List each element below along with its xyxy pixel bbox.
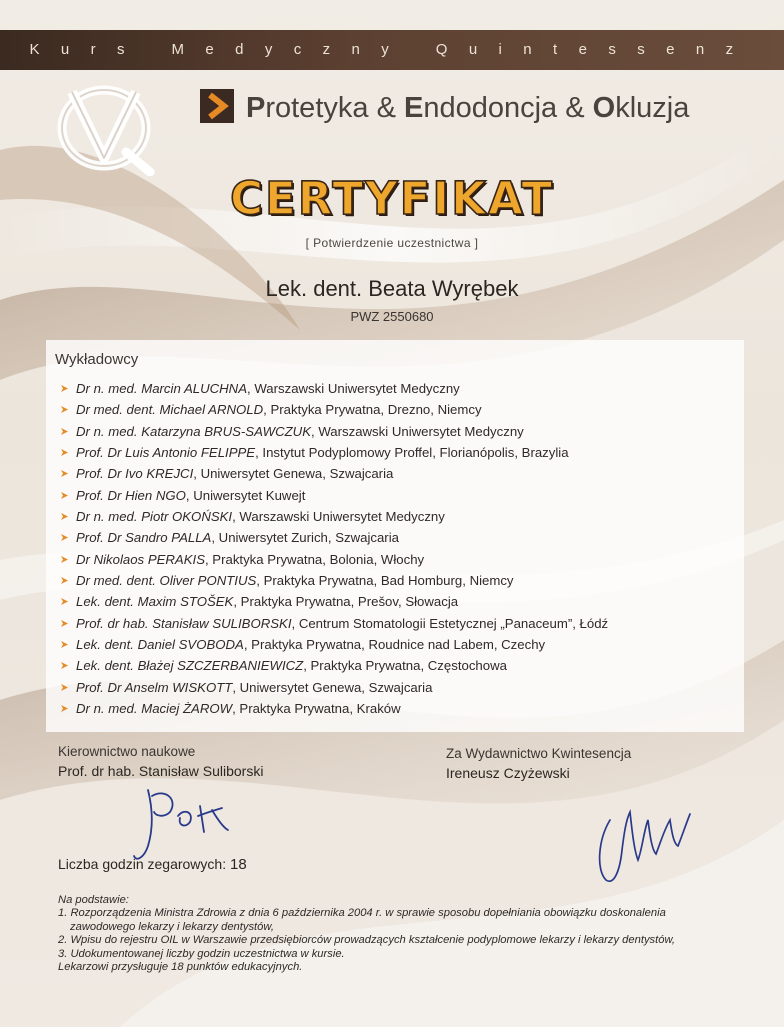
lecturers-heading: Wykładowcy bbox=[55, 351, 139, 368]
hours-count bbox=[58, 856, 247, 873]
title-word-protetyka: rotetyka bbox=[265, 92, 369, 124]
arrow-bullet-icon bbox=[60, 555, 69, 564]
arrow-bullet-icon bbox=[60, 469, 69, 478]
legal-basis bbox=[58, 894, 758, 974]
basis-item-3: 3. Udokumentowanej liczby godzin uczestnictwa w kursie. bbox=[58, 947, 345, 960]
lecturer-affiliation: , Warszawski Uniwersytet Medyczny bbox=[232, 509, 445, 525]
basis-item-1-cont: zawodowego lekarzy i lekarzy dentystów, bbox=[70, 920, 274, 933]
arrow-bullet-icon bbox=[60, 405, 69, 414]
lecturer-affiliation: , Instytut Podyplomowy Proffel, Florianópolis, Brazylia bbox=[255, 445, 569, 461]
lecturer-item bbox=[60, 463, 608, 484]
lecturer-name: Dr med. dent. Michael ARNOLD bbox=[76, 402, 264, 418]
lecturer-affiliation: , Praktyka Prywatna, Drezno, Niemcy bbox=[263, 402, 482, 418]
certificate-subtitle: [ Potwierdzenie uczestnictwa ] bbox=[305, 236, 479, 250]
chevron-right-icon bbox=[200, 89, 234, 123]
arrow-bullet-icon bbox=[60, 384, 69, 393]
top-band bbox=[0, 30, 784, 70]
title-word-endodoncja: ndodoncja bbox=[423, 92, 558, 124]
lecturer-affiliation: , Praktyka Prywatna, Częstochowa bbox=[303, 658, 507, 674]
lecturers-panel bbox=[46, 340, 744, 732]
lecturer-item bbox=[60, 591, 608, 612]
arrow-bullet-icon bbox=[60, 448, 69, 457]
arrow-bullet-icon bbox=[60, 576, 69, 585]
lecturer-affiliation: , Praktyka Prywatna, Bolonia, Włochy bbox=[204, 551, 425, 567]
lecturer-item bbox=[60, 485, 608, 506]
scientific-director-name: Prof. dr hab. Stanisław Suliborski bbox=[58, 763, 264, 779]
lecturer-affiliation: , Warszawski Uniwersytet Medyczny bbox=[311, 423, 524, 439]
lecturer-affiliation: , Uniwersytet Genewa, Szwajcaria bbox=[193, 466, 394, 482]
arrow-bullet-icon bbox=[60, 597, 69, 606]
certificate-title: CERTYFIKAT bbox=[229, 172, 555, 225]
title-initial-e: E bbox=[403, 92, 424, 124]
basis-heading: Na podstawie: bbox=[58, 894, 129, 906]
vq-logo bbox=[48, 80, 158, 176]
lecturer-affiliation: , Uniwersytet Genewa, Szwajcaria bbox=[232, 679, 433, 695]
lecturer-affiliation: , Praktyka Prywatna, Prešov, Słowacja bbox=[233, 594, 459, 610]
lecturer-item bbox=[60, 549, 608, 570]
lecturer-item bbox=[60, 442, 608, 463]
arrow-bullet-icon bbox=[60, 512, 69, 521]
hours-label: Liczba godzin zegarowych: bbox=[58, 856, 227, 872]
band-text: Kurs Medyczny Quintessenz bbox=[29, 41, 755, 58]
title-initial-p: P bbox=[246, 92, 266, 124]
lecturer-item bbox=[60, 613, 608, 634]
publisher-name: Ireneusz Czyżewski bbox=[446, 765, 570, 781]
arrow-bullet-icon bbox=[60, 683, 69, 692]
lecturer-name: Dr Nikolaos PERAKIS bbox=[76, 551, 205, 567]
lecturer-name: Lek. dent. Maxim STOŠEK bbox=[76, 594, 234, 610]
lecturer-affiliation: , Uniwersytet Zurich, Szwajcaria bbox=[211, 530, 399, 546]
lecturer-name: Prof. Dr Luis Antonio FELIPPE bbox=[76, 445, 256, 461]
points-note: Lekarzowi przysługuje 18 punktów edukacyjnych. bbox=[58, 961, 303, 974]
lecturer-name: Dr n. med. Marcin ALUCHNA bbox=[76, 381, 247, 396]
lecturer-name: Prof. dr hab. Stanisław SULIBORSKI bbox=[76, 615, 292, 631]
title-ampersand-2: & bbox=[565, 92, 585, 124]
pwz-number: PWZ 2550680 bbox=[350, 309, 434, 324]
arrow-bullet-icon bbox=[60, 533, 69, 542]
lecturer-name: Dr n. med. Piotr OKOŃSKI bbox=[76, 509, 233, 525]
lecturer-item bbox=[60, 506, 608, 527]
lecturer-affiliation: , Uniwersytet Kuwejt bbox=[185, 487, 306, 503]
title-ampersand-1: & bbox=[376, 92, 396, 124]
title-word-okluzja: kluzja bbox=[615, 92, 690, 124]
lecturer-name: Lek. dent. Daniel SVOBODA bbox=[76, 637, 244, 653]
arrow-bullet-icon bbox=[60, 640, 69, 649]
lecturer-item bbox=[60, 378, 608, 399]
lecturer-name: Prof. Dr Sandro PALLA bbox=[76, 530, 212, 546]
lecturer-name: Prof. Dr Ivo KREJCI bbox=[76, 466, 194, 482]
hours-value: 18 bbox=[230, 856, 247, 873]
recipient-name: Lek. dent. Beata Wyrębek bbox=[265, 276, 519, 301]
title-initial-o: O bbox=[592, 92, 616, 124]
right-signature bbox=[590, 790, 700, 890]
arrow-bullet-icon bbox=[60, 491, 69, 500]
lecturer-item bbox=[60, 655, 608, 676]
lecturer-name: Prof. Dr Anselm WISKOTT bbox=[76, 679, 233, 695]
lecturer-item bbox=[60, 421, 608, 442]
lecturer-name: Prof. Dr Hien NGO bbox=[76, 487, 186, 503]
lecturer-name: Dr n. med. Maciej ŻAROW bbox=[76, 701, 233, 717]
lecturer-name: Dr n. med. Katarzyna BRUS-SAWCZUK bbox=[76, 423, 311, 439]
arrow-bullet-icon bbox=[60, 704, 69, 713]
lecturer-item bbox=[60, 399, 608, 420]
course-title bbox=[200, 88, 689, 128]
lecturer-item bbox=[60, 570, 608, 591]
lecturer-item bbox=[60, 677, 608, 698]
lecturer-item bbox=[60, 698, 608, 719]
lecturer-affiliation: , Praktyka Prywatna, Bad Homburg, Niemcy bbox=[256, 573, 514, 589]
arrow-bullet-icon bbox=[60, 619, 69, 628]
lecturers-list bbox=[60, 378, 608, 720]
lecturer-item bbox=[60, 527, 608, 548]
lecturer-affiliation: , Praktyka Prywatna, Roudnice nad Labem, Czechy bbox=[243, 637, 546, 653]
publisher-label: Za Wydawnictwo Kwintesencja bbox=[446, 746, 632, 761]
arrow-bullet-icon bbox=[60, 661, 69, 670]
lecturer-affiliation: , Warszawski Uniwersytet Medyczny bbox=[247, 381, 460, 396]
arrow-bullet-icon bbox=[60, 427, 69, 436]
lecturer-affiliation: , Praktyka Prywatna, Kraków bbox=[232, 701, 401, 717]
lecturer-affiliation: , Centrum Stomatologii Estetycznej „Panaceum”, Łódź bbox=[291, 615, 609, 631]
basis-item-2: 2. Wpisu do rejestru OIL w Warszawie przedsiębiorców prowadzących kształcenie podyplomowe lekarzy i lekarzy dentystów, bbox=[58, 934, 676, 947]
scientific-director-label: Kierownictwo naukowe bbox=[58, 744, 196, 759]
basis-item-1: 1. Rozporządzenia Ministra Zdrowia z dnia 6 października 2004 r. w sprawie sposobu dopełniania obowiązku doskonalenia bbox=[58, 907, 666, 920]
lecturer-item bbox=[60, 634, 608, 655]
lecturer-name: Dr med. dent. Oliver PONTIUS bbox=[76, 573, 257, 589]
lecturer-name: Lek. dent. Błażej SZCZERBANIEWICZ bbox=[76, 658, 304, 674]
